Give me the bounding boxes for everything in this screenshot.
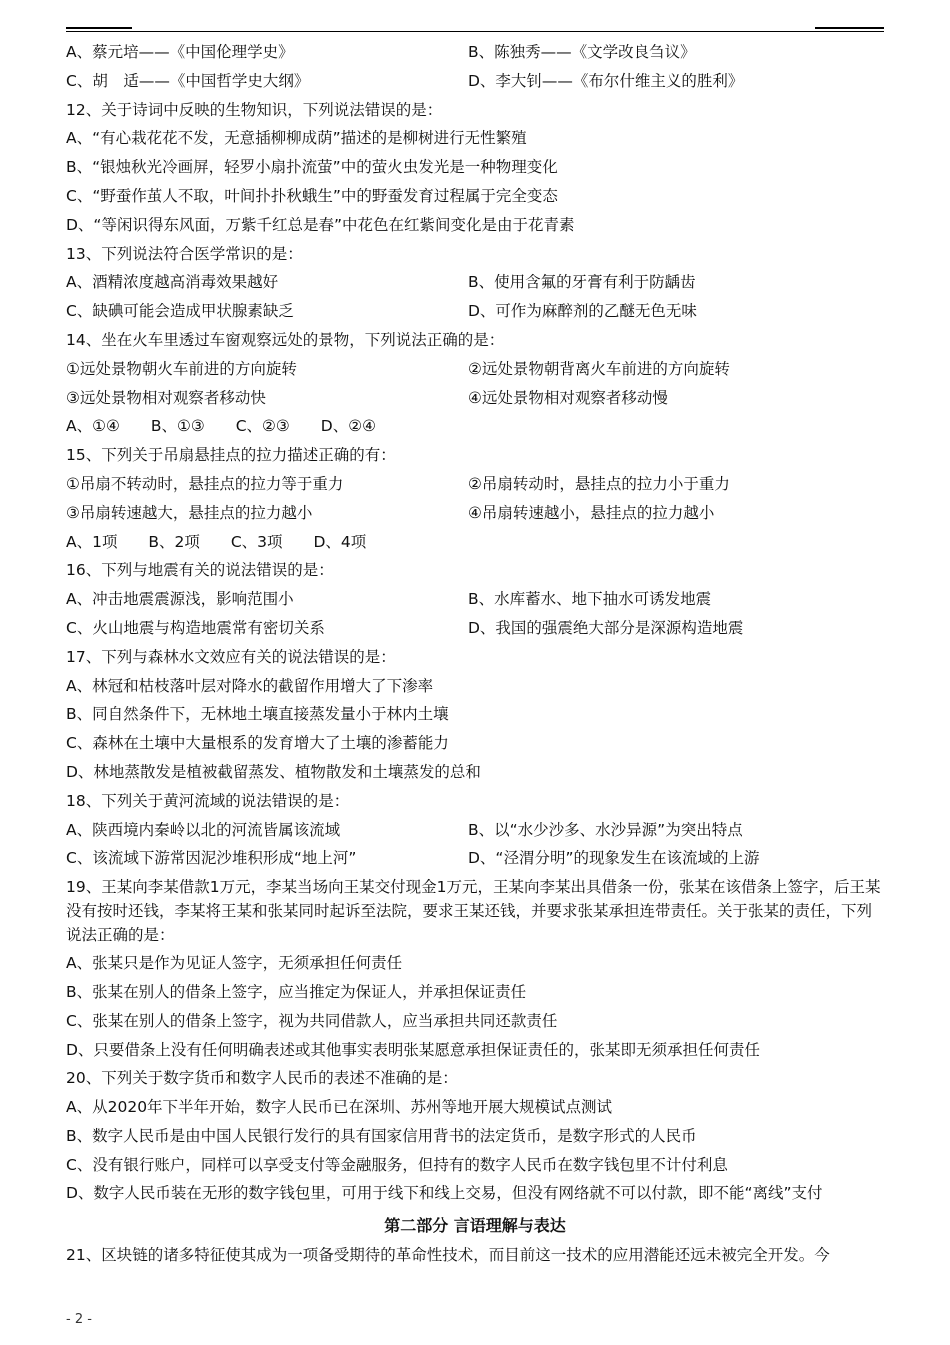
option-c: C、3项 — [230, 532, 283, 551]
option-c: C、胡 适——《中国哲学史大纲》 — [66, 71, 310, 90]
option-c: C、“野蚕作茧人不取，叶间扑扑秋蛾生”中的野蚕发育过程属于完全变态 — [66, 186, 558, 205]
question-stem: 12、关于诗词中反映的生物知识，下列说法错误的是： — [66, 100, 443, 119]
option-a: A、①④ — [66, 417, 120, 436]
statement-1: ①远处景物朝火车前进的方向旋转 — [66, 359, 297, 378]
option-d: D、②④ — [320, 417, 377, 436]
question-15 — [66, 441, 884, 556]
statement-2: ②远处景物朝背离火车前进的方向旋转 — [468, 359, 730, 378]
option-c: C、火山地震与构造地震常有密切关系 — [66, 618, 325, 637]
question-stem: 20、下列关于数字货币和数字人民币的表述不准确的是： — [66, 1069, 458, 1088]
question-11-options — [66, 38, 884, 96]
page-number: - 2 - — [66, 1312, 92, 1327]
question-21 — [66, 1241, 884, 1270]
statement-4: ④远处景物相对观察者移动慢 — [468, 388, 668, 407]
option-c: C、森林在土壤中大量根系的发育增大了土壤的渗蓄能力 — [66, 734, 449, 753]
option-d: D、林地蒸散发是植被截留蒸发、植物散发和土壤蒸发的总和 — [66, 762, 481, 781]
option-c: C、没有银行账户，同样可以享受支付等金融服务，但持有的数字人民币在数字钱包里不计付利息 — [66, 1155, 728, 1174]
option-c: C、张某在别人的借条上签字，视为共同借款人，应当承担共同还款责任 — [66, 1011, 558, 1030]
question-19 — [66, 873, 884, 1064]
question-stem: 13、下列说法符合医学常识的是： — [66, 244, 303, 263]
question-14 — [66, 326, 884, 441]
option-b: B、以“水少沙多、水沙异源”为突出特点 — [468, 820, 743, 839]
option-b: B、使用含氟的牙膏有利于防龋齿 — [468, 273, 696, 292]
option-a: A、冲击地震震源浅，影响范围小 — [66, 590, 294, 609]
question-16 — [66, 556, 884, 642]
question-12 — [66, 96, 884, 240]
question-stem: 14、坐在火车里透过车窗观察远处的景物，下列说法正确的是： — [66, 330, 505, 349]
option-b: B、水库蓄水、地下抽水可诱发地震 — [468, 590, 712, 609]
option-d: D、可作为麻醉剂的乙醚无色无味 — [468, 302, 697, 321]
question-18 — [66, 787, 884, 873]
question-stem: 15、下列关于吊扇悬挂点的拉力描述正确的有： — [66, 446, 396, 465]
question-20 — [66, 1064, 884, 1207]
option-d: D、李大钊——《布尔什维主义的胜利》 — [468, 71, 744, 90]
option-a: A、陕西境内秦岭以北的河流皆属该流域 — [66, 820, 341, 839]
option-a: A、1项 — [66, 532, 118, 551]
header-mark-right — [815, 27, 884, 29]
question-stem: 17、下列与森林水文效应有关的说法错误的是： — [66, 647, 396, 666]
option-a: A、“有心栽花花不发，无意插柳柳成荫”描述的是柳树进行无性繁殖 — [66, 129, 527, 148]
option-b: B、数字人民币是由中国人民银行发行的具有国家信用背书的法定货币，是数字形式的人民币 — [66, 1126, 697, 1145]
option-d: D、我国的强震绝大部分是深源构造地震 — [468, 618, 744, 637]
option-a: A、从2020年下半年开始，数字人民币已在深圳、苏州等地开展大规模试点测试 — [66, 1098, 613, 1117]
option-c: C、缺碘可能会造成甲状腺素缺乏 — [66, 302, 294, 321]
question-stem: 16、下列与地震有关的说法错误的是： — [66, 561, 334, 580]
question-17 — [66, 643, 884, 787]
options-row — [66, 412, 884, 441]
document-body — [66, 38, 884, 1270]
statement-3: ③远处景物相对观察者移动快 — [66, 388, 266, 407]
option-d: D、“等闲识得东风面，万紫千红总是春”中花色在红紫间变化是由于花青素 — [66, 215, 575, 234]
option-b: B、陈独秀——《文学改良刍议》 — [468, 43, 696, 61]
option-d: D、只要借条上没有任何明确表述或其他事实表明张某愿意承担保证责任的，张某即无须承担任何责任 — [66, 1040, 760, 1059]
option-c: C、该流域下游常因泥沙堆积形成“地上河” — [66, 849, 357, 868]
option-d: D、“泾渭分明”的现象发生在该流域的上游 — [468, 849, 760, 868]
header-mark-left — [66, 27, 132, 29]
option-a: A、蔡元培——《中国伦理学史》 — [66, 43, 294, 61]
option-b: B、同自然条件下，无林地土壤直接蒸发量小于林内土壤 — [66, 705, 449, 724]
option-a: A、林冠和枯枝落叶层对降水的截留作用增大了下渗率 — [66, 676, 434, 695]
statement-3: ③吊扇转速越大，悬挂点的拉力越小 — [66, 503, 313, 522]
statement-4: ④吊扇转速越小，悬挂点的拉力越小 — [468, 503, 715, 522]
option-d: D、4项 — [313, 532, 367, 551]
header-rule — [66, 31, 884, 32]
option-b: B、①③ — [150, 417, 205, 436]
statement-2: ②吊扇转动时，悬挂点的拉力小于重力 — [468, 474, 730, 493]
option-b: B、张某在别人的借条上签字，应当推定为保证人，并承担保证责任 — [66, 982, 527, 1001]
question-stem: 19、王某向李某借款1万元，李某当场向王某交付现金1万元，王某向李某出具借条一份，张某在该借条上签字，后王某没有按时还钱，李某将王某和张某同时起诉至法院，要求王某还钱，并要求张某承担连带责任。关于张某的责任，下列说法正确的是： — [66, 878, 881, 945]
option-a: A、酒精浓度越高消毒效果越好 — [66, 273, 279, 292]
question-stem: 18、下列关于黄河流域的说法错误的是： — [66, 791, 350, 810]
statement-1: ①吊扇不转动时，悬挂点的拉力等于重力 — [66, 474, 344, 493]
question-stem: 21、区块链的诸多特征使其成为一项备受期待的革命性技术，而目前这一技术的应用潜能还远未被完全开发。今 — [66, 1246, 830, 1265]
section-title: 第二部分 言语理解与表达 — [384, 1216, 566, 1236]
option-c: C、②③ — [235, 417, 290, 436]
option-b: B、2项 — [148, 532, 200, 551]
question-13 — [66, 240, 884, 326]
options-row — [66, 528, 884, 557]
option-a: A、张某只是作为见证人签字，无须承担任何责任 — [66, 954, 403, 973]
option-b: B、“银烛秋光冷画屏，轻罗小扇扑流萤”中的萤火虫发光是一种物理变化 — [66, 158, 558, 177]
option-d: D、数字人民币装在无形的数字钱包里，可用于线下和线上交易，但没有网络就不可以付款，即不能“离线”支付 — [66, 1184, 823, 1203]
